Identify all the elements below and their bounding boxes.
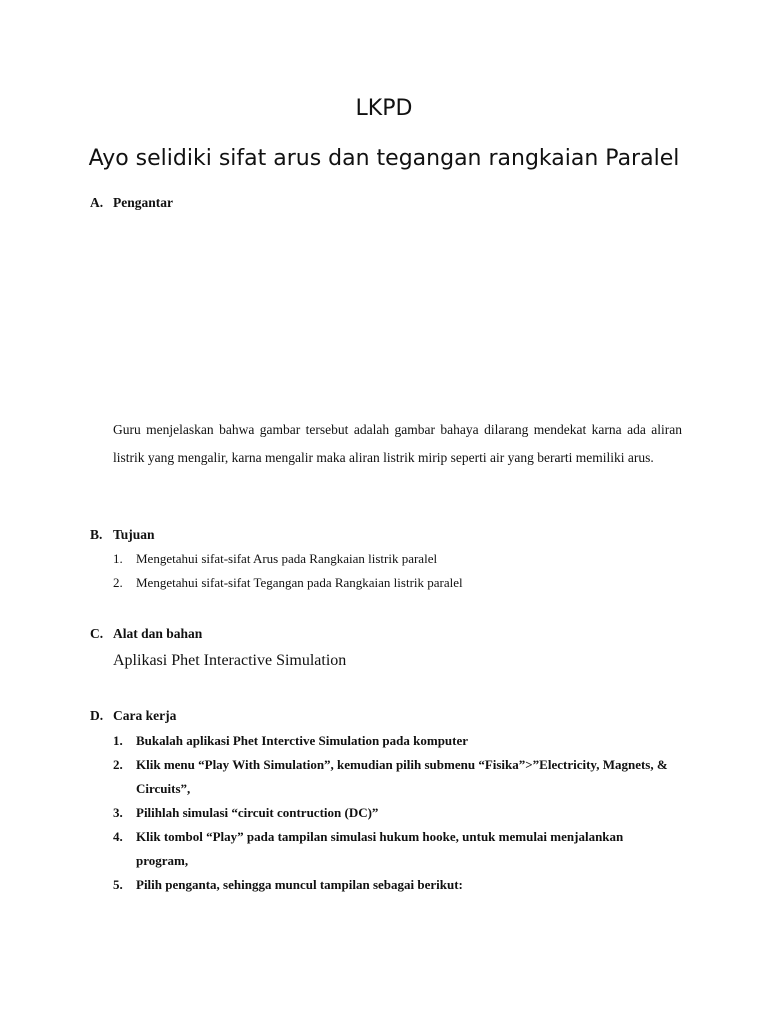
section-b-title: Tujuan	[113, 527, 155, 542]
cara-kerja-item-text: Klik tombol “Play” pada tampilan simulasi hukum hooke, untuk memulai menjalankan program,	[136, 829, 624, 868]
section-a-paragraph: Guru menjelaskan bahwa gambar tersebut adalah gambar bahaya dilarang mendekat karna ada aliran listrik yang mengalir, karna mengalir maka aliran listrik mirip seperti air yang berarti memiliki arus.	[113, 422, 682, 465]
alat-bahan-text: Aplikasi Phet Interactive Simulation	[113, 652, 347, 669]
tujuan-item	[113, 571, 463, 595]
cara-kerja-item	[113, 825, 673, 873]
cara-kerja-item	[113, 873, 673, 897]
cara-kerja-item-number: 3.	[113, 805, 123, 820]
section-b-heading	[90, 527, 155, 543]
cara-kerja-item-text: Pilih penganta, sehingga muncul tampilan sebagai berikut:	[136, 877, 463, 892]
document-title: LKPD	[355, 96, 413, 121]
tujuan-item-number: 1.	[113, 551, 123, 566]
section-a-heading	[90, 195, 173, 211]
section-b-letter: B.	[90, 527, 103, 542]
tujuan-item-text: Mengetahui sifat-sifat Tegangan pada Rangkaian listrik paralel	[136, 575, 463, 590]
cara-kerja-item-text: Klik menu “Play With Simulation”, kemudian pilih submenu “Fisika”>”Electricity, Magnets, & Circuits”,	[136, 757, 668, 796]
document-subtitle: Ayo selidiki sifat arus dan tegangan rangkaian Paralel	[88, 146, 680, 171]
tujuan-item	[113, 547, 463, 571]
section-d-heading	[90, 708, 176, 724]
cara-kerja-list	[113, 729, 673, 897]
section-c-title: Alat dan bahan	[113, 626, 203, 641]
tujuan-list	[113, 547, 463, 595]
section-a-title: Pengantar	[113, 195, 173, 210]
tujuan-item-number: 2.	[113, 575, 123, 590]
section-d-title: Cara kerja	[113, 708, 177, 723]
cara-kerja-item-number: 5.	[113, 877, 123, 892]
cara-kerja-item-number: 1.	[113, 733, 123, 748]
cara-kerja-item-text: Pilihlah simulasi “circuit contruction (DC)”	[136, 805, 379, 820]
tujuan-item-text: Mengetahui sifat-sifat Arus pada Rangkaian listrik paralel	[136, 551, 438, 566]
cara-kerja-item-number: 2.	[113, 757, 123, 772]
section-c-letter: C.	[90, 626, 104, 641]
cara-kerja-item-number: 4.	[113, 829, 123, 844]
section-a-letter: A.	[90, 195, 104, 210]
cara-kerja-item	[113, 729, 673, 753]
cara-kerja-item	[113, 753, 673, 801]
cara-kerja-item-text: Bukalah aplikasi Phet Interctive Simulation pada komputer	[136, 733, 469, 748]
section-c-heading	[90, 626, 202, 642]
section-d-letter: D.	[90, 708, 104, 723]
cara-kerja-item	[113, 801, 673, 825]
